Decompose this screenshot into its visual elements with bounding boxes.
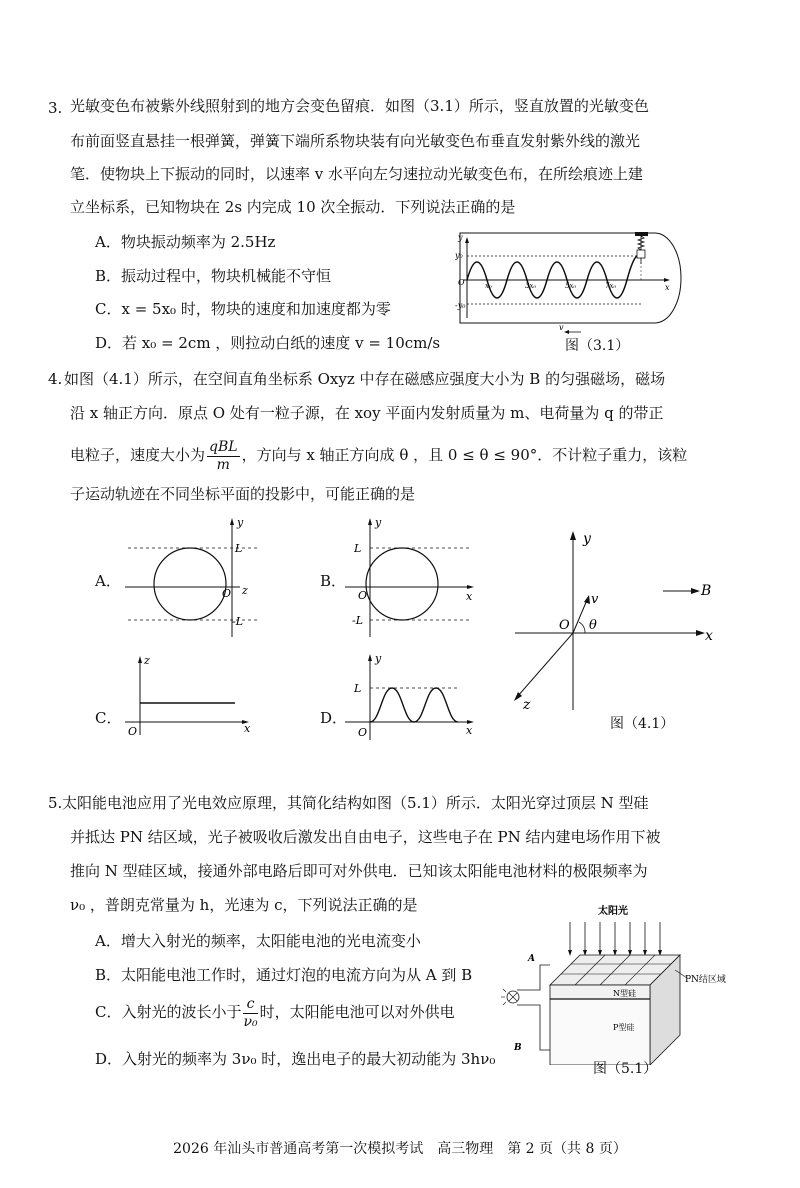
q4-option-c-figure — [120, 650, 260, 740]
q3-option-c: C．x = 5x₀ 时，物块的速度和加速度都为零 — [95, 300, 391, 318]
q3-y-label: y — [458, 233, 463, 242]
q4-figure-caption: 图（4.1） — [610, 716, 675, 732]
q3-number: 3. — [48, 99, 63, 117]
q5-pn-label: PN结区域 — [685, 975, 726, 985]
q4b-origin-label: O — [358, 589, 368, 602]
q5-number: 5. — [48, 794, 63, 812]
q4d-x-label: x — [466, 724, 473, 737]
q4a-y-label: y — [237, 516, 244, 529]
q4-option-b-figure — [340, 512, 490, 642]
q4c-x-label: x — [244, 722, 251, 735]
q3-y0-label: y₀ — [455, 251, 463, 260]
q4-option-d-letter: D． — [320, 709, 348, 727]
q3-text-line1: 光敏变色布被紫外线照射到的地方会变色留痕．如图（3.1）所示，竖直放置的光敏变色 — [70, 97, 649, 115]
q4-option-d-figure — [340, 650, 490, 745]
q3-tick-5x0: 5x₀ — [565, 282, 577, 290]
q3-neg-y0-label: -y₀ — [455, 301, 466, 310]
q4-text-line4: 子运动轨迹在不同坐标平面的投影中，可能正确的是 — [70, 485, 416, 503]
q3-v-label: v — [559, 323, 564, 332]
q3-option-b: B．振动过程中，物块机械能不守恒 — [95, 267, 332, 285]
q5-n-type-label: N型硅 — [613, 989, 636, 998]
q4a-origin-label: O — [222, 587, 232, 600]
q4-option-a-letter: A． — [95, 572, 121, 590]
q4-text-line1: 如图（4.1）所示，在空间直角坐标系 Oxyz 中存在磁感应强度大小为 B 的匀强磁场，磁场 — [64, 370, 666, 388]
q4-figure — [505, 525, 735, 715]
q4c-z-label: z — [144, 654, 150, 667]
q5-text-line3: 推向 N 型硅区域，接通外部电路后即可对外供电．已知该太阳能电池材料的极限频率为 — [70, 862, 648, 880]
q4d-L-label: L — [354, 682, 362, 695]
q4-text-line2: 沿 x 轴正方向．原点 O 处有一粒子源，在 xoy 平面内发射质量为 m、电荷量为 q 的带正 — [70, 404, 664, 422]
q4a-z-label: z — [242, 584, 248, 597]
q4a-L-label: L — [235, 542, 243, 555]
q5-wavelength-fraction: $\frac{c}{\text{ν₀}}$ — [243, 995, 258, 1030]
q3-text-line3: 笔．使物块上下振动的同时，以速率 v 水平向左匀速拉动光敏变色布，在所绘痕迹上建 — [70, 165, 644, 183]
q4-fig-theta-label: θ — [589, 618, 597, 633]
q4-fig-x-label: x — [705, 628, 713, 644]
q3-x-label: x — [665, 283, 670, 292]
q5-option-c: C．入射光的波长小于 $\frac{c}{\text{ν₀}}$ 时，太阳能电池可以对外供电 — [95, 995, 455, 1030]
q4-fig-origin-label: O — [559, 618, 570, 633]
q3-text-line2: 布前面竖直悬挂一根弹簧，弹簧下端所系物块装有向光敏变色布垂直发射紫外线的激光 — [70, 132, 641, 150]
q4c-origin-label: O — [128, 725, 138, 738]
q4-option-a-figure — [120, 512, 270, 642]
q4-number: 4. — [48, 370, 63, 388]
q3-option-a: A．物块振动频率为 2.5Hz — [95, 233, 276, 251]
q5-option-a: A．增大入射光的频率，太阳能电池的光电流变小 — [95, 932, 421, 950]
q5-sun-label: 太阳光 — [598, 906, 628, 917]
q5-figure — [495, 900, 745, 1065]
q5-figure-caption: 图（5.1） — [593, 1061, 658, 1077]
q4b-negL-label: -L — [352, 614, 364, 627]
q4b-L-label: L — [354, 542, 362, 555]
q4-fig-B-label: B — [701, 583, 712, 599]
q5-A-label: A — [528, 954, 535, 964]
q4d-origin-label: O — [358, 726, 368, 739]
q3-text-line4: 立坐标系，已知物块在 2s 内完成 10 次全振动．下列说法正确的是 — [70, 198, 516, 216]
q5-text-line1: 太阳能电池应用了光电效应原理，其简化结构如图（5.1）所示．太阳光穿过顶层 N 型硅 — [62, 794, 649, 812]
q3-tick-7x0: 7x₀ — [605, 282, 617, 290]
q3-figure-caption: 图（3.1） — [565, 338, 630, 354]
page-footer: 2026 年汕头市普通高考第一次模拟考试 高三物理 第 2 页（共 8 页） — [173, 1141, 627, 1157]
q4-option-c-letter: C． — [95, 709, 122, 727]
q4b-y-label: y — [375, 516, 382, 529]
q3-option-d: D．若 x₀ = 2cm ，则拉动白纸的速度 v = 10cm/s — [95, 334, 441, 352]
q3-tick-x0: x₀ — [485, 282, 492, 290]
q4-speed-fraction: $\frac{\text{qBL}}{m}$ — [209, 438, 238, 473]
q5-p-type-label: P型硅 — [613, 1023, 635, 1032]
q5-text-line2: 并抵达 PN 结区域，光子被吸收后激发出自由电子，这些电子在 PN 结内建电场作用下被 — [70, 828, 661, 846]
q5-option-b: B．太阳能电池工作时，通过灯泡的电流方向为从 A 到 B — [95, 966, 473, 984]
q4d-y-label: y — [375, 652, 382, 665]
q5-B-label: B — [514, 1043, 522, 1053]
q4a-negL-label: -L — [232, 615, 244, 628]
q4-fig-y-label: y — [583, 531, 591, 547]
q3-tick-3x0: 3x₀ — [525, 282, 537, 290]
q4-fig-v-label: v — [591, 592, 599, 607]
q4-option-b-letter: B． — [320, 572, 347, 590]
q5-option-d: D．入射光的频率为 3ν₀ 时，逸出电子的最大初动能为 3hν₀ — [95, 1050, 496, 1068]
q4-fig-z-label: z — [523, 697, 531, 713]
q4-text-line3: 电粒子，速度大小为 $\frac{\text{qBL}}{m}$ ，方向与 x 轴正方向成 θ ，且 0 ≤ θ ≤ 90°．不计粒子重力，该粒 — [70, 438, 688, 473]
q4b-x-label: x — [466, 590, 473, 603]
q5-text-line4: ν₀ ，普朗克常量为 h，光速为 c，下列说法正确的是 — [70, 896, 418, 914]
q3-origin-label: O — [458, 278, 465, 287]
